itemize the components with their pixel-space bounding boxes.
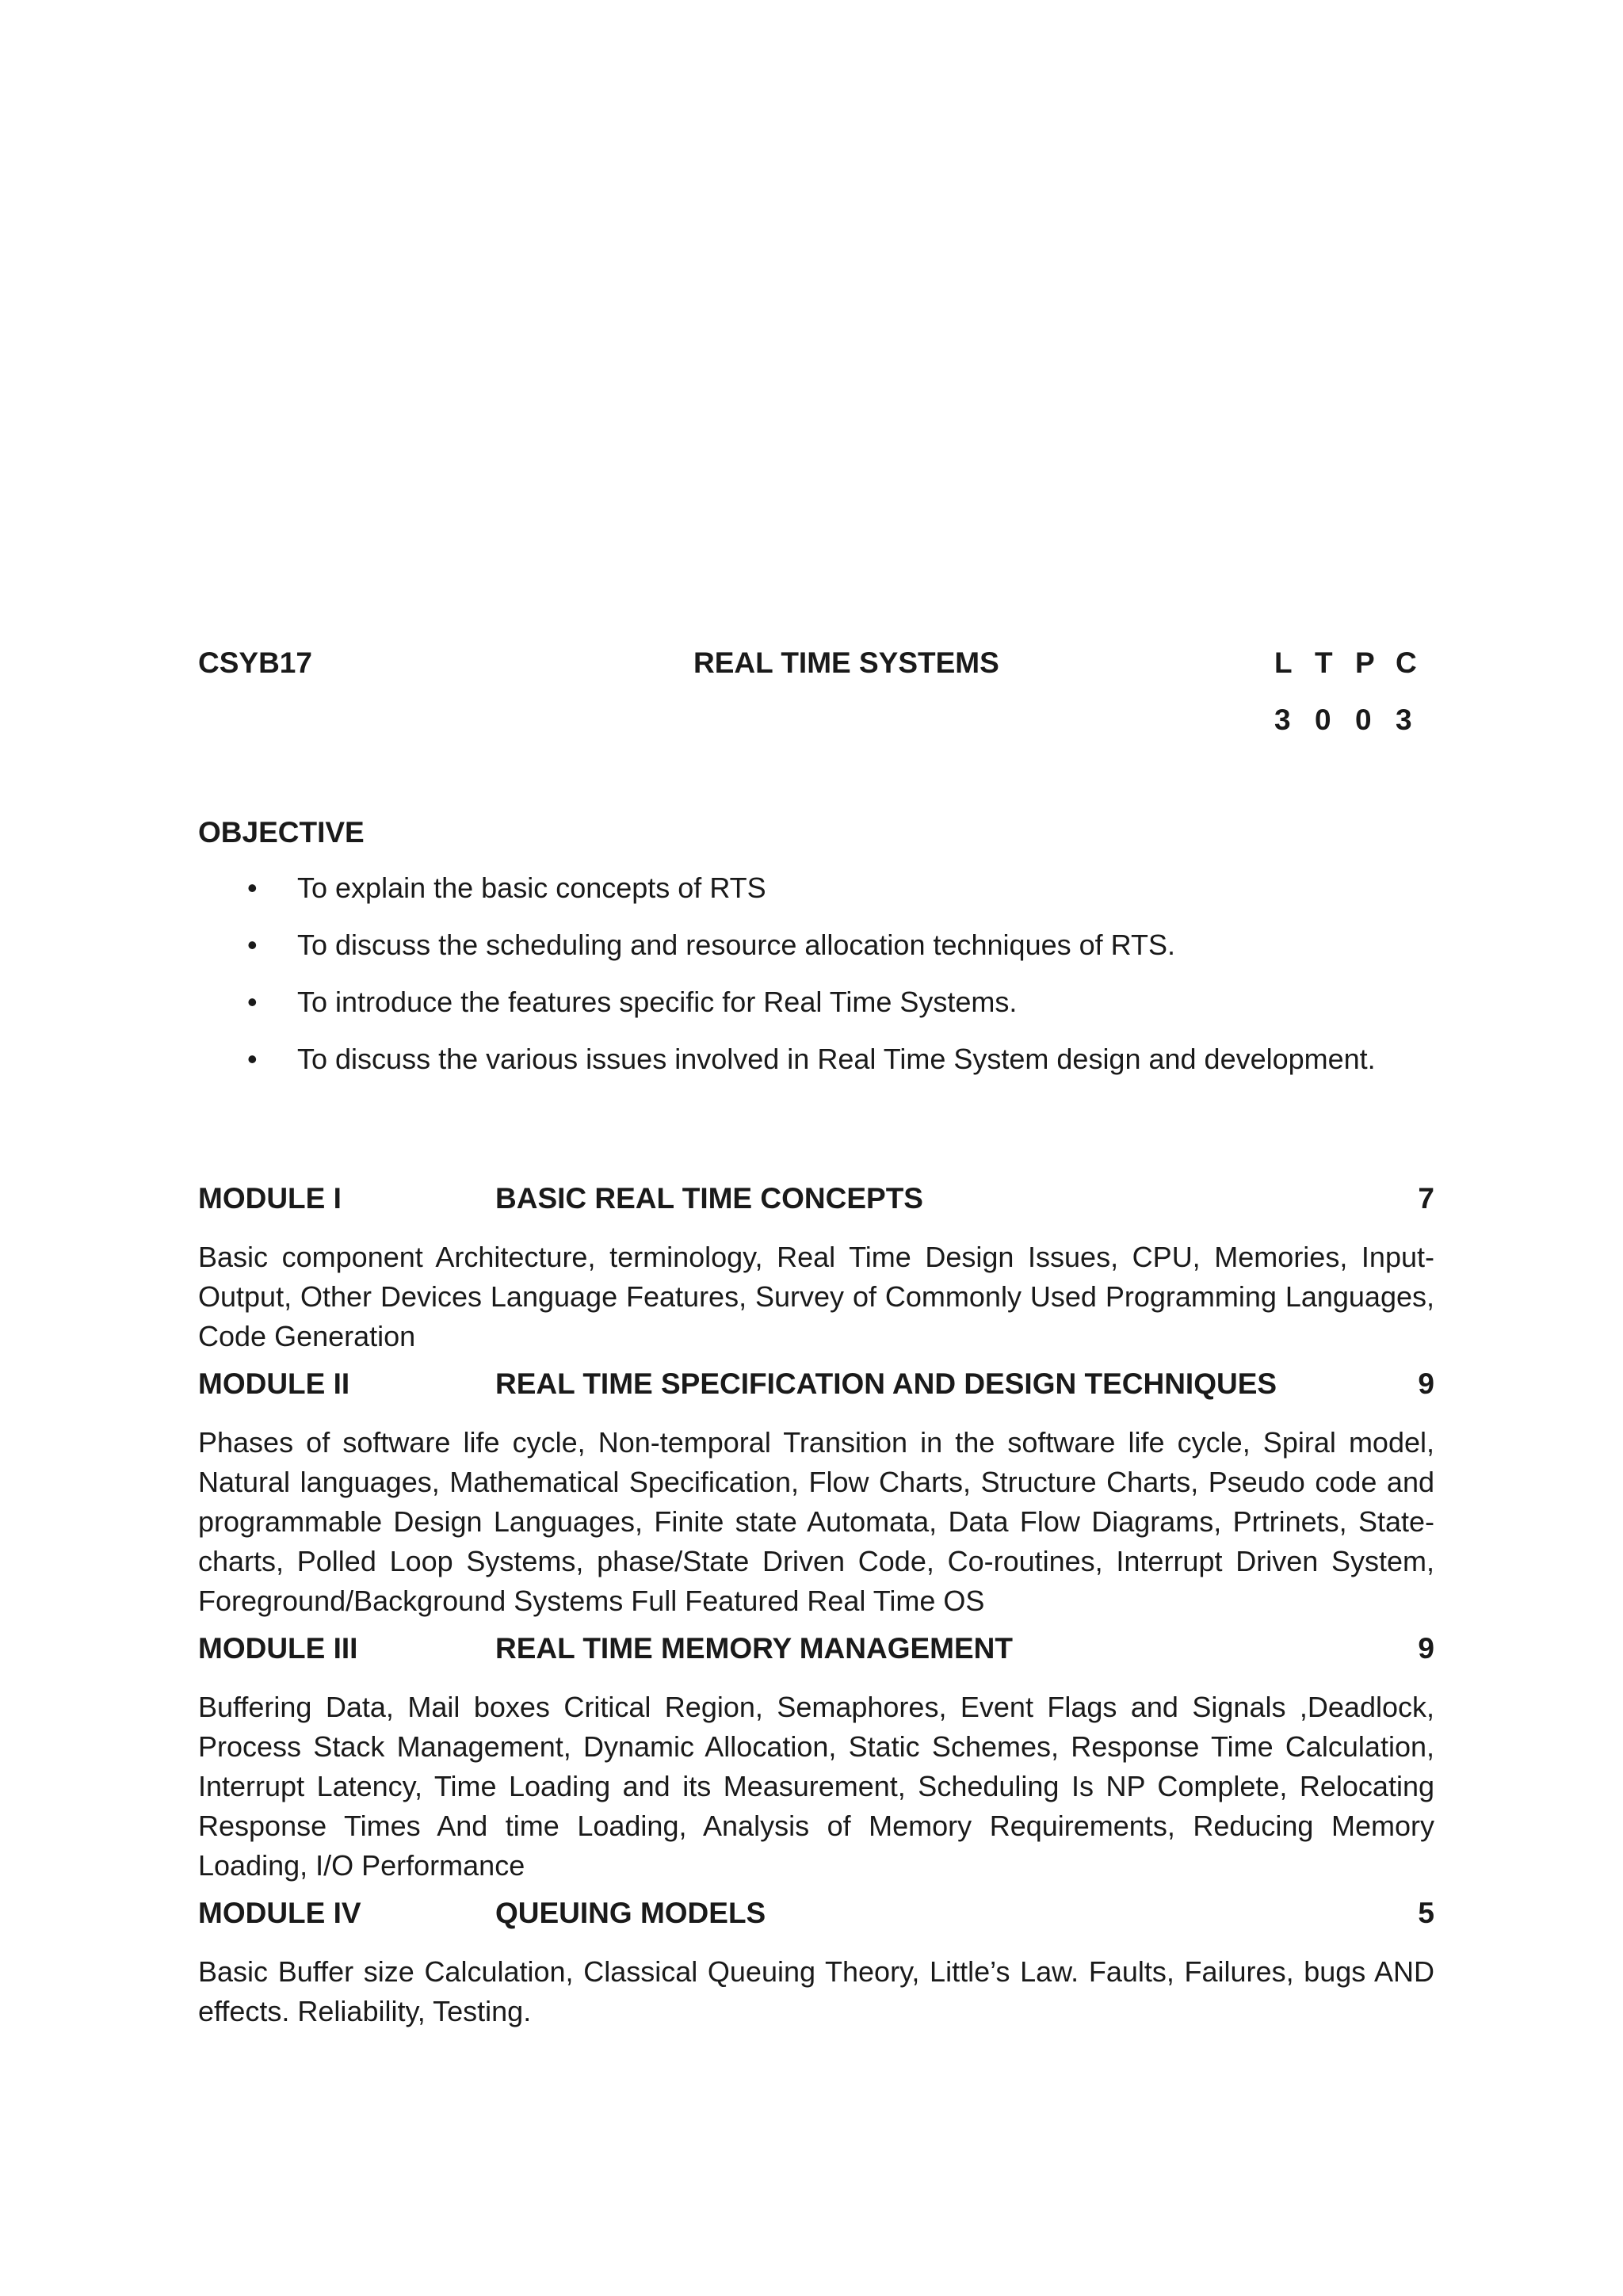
ltpc-values bbox=[1274, 704, 1436, 737]
objective-text: To explain the basic concepts of RTS bbox=[297, 871, 766, 904]
module-title: REAL TIME SPECIFICATION AND DESIGN TECHNIQUES bbox=[495, 1367, 1277, 1400]
module-content: Phases of software life cycle, Non-temporal Transition in the software life cycle, Spiral model, Natural languages, Mathematical Specification, Flow Charts, Structure Charts, Pseudo code and programmable Design Languages, Finite state Automata, Data Flow Diagrams, Prtrinets, State-charts, Polled Loop Systems, phase/State Driven Code, Co-routines, Interrupt Driven System, Foreground/Background Systems Full Featured Real Time OS bbox=[198, 1426, 1434, 1617]
objective-heading: OBJECTIVE bbox=[198, 816, 365, 849]
objective-text: To discuss the various issues involved in Real Time System design and development. bbox=[297, 1043, 1376, 1075]
ltpc-value-c: 3 bbox=[1396, 704, 1412, 736]
module-hours: 5 bbox=[1418, 1897, 1434, 1929]
objective-text: To discuss the scheduling and resource allocation techniques of RTS. bbox=[297, 929, 1175, 961]
syllabus-content bbox=[198, 634, 1434, 2027]
module-number: MODULE II bbox=[198, 1367, 350, 1400]
objective-item bbox=[198, 982, 1434, 1022]
objective-item bbox=[198, 868, 1434, 908]
modules-section bbox=[198, 1182, 1434, 2042]
ltpc-value-l: 3 bbox=[1274, 704, 1291, 736]
objective-list bbox=[198, 868, 1434, 1097]
module-number: MODULE I bbox=[198, 1182, 342, 1215]
course-header bbox=[198, 634, 1434, 697]
ltpc-label-p: P bbox=[1355, 646, 1375, 679]
course-code: CSYB17 bbox=[198, 646, 312, 679]
module-heading bbox=[198, 1182, 1434, 1226]
module-title: BASIC REAL TIME CONCEPTS bbox=[495, 1182, 923, 1215]
ltpc-label-t: T bbox=[1315, 646, 1333, 679]
module-heading bbox=[198, 1632, 1434, 1676]
module-number: MODULE IV bbox=[198, 1897, 361, 1929]
module-heading bbox=[198, 1897, 1434, 1941]
course-title: REAL TIME SYSTEMS bbox=[693, 646, 999, 679]
ltpc-value-p: 0 bbox=[1355, 704, 1372, 736]
module-content: Basic Buffer size Calculation, Classical Queuing Theory, Little’s Law. Faults, Failures, bugs AND effects. Reliability, Testing. bbox=[198, 1955, 1434, 2027]
ltpc-value-t: 0 bbox=[1315, 704, 1331, 736]
module-title: REAL TIME MEMORY MANAGEMENT bbox=[495, 1632, 1013, 1665]
bullet-icon: • bbox=[247, 1043, 258, 1075]
bullet-icon: • bbox=[247, 986, 258, 1018]
objective-item bbox=[198, 1039, 1434, 1079]
module-hours: 9 bbox=[1418, 1367, 1434, 1400]
ltpc-label-c: C bbox=[1396, 646, 1417, 679]
ltpc-label-l: L bbox=[1274, 646, 1293, 679]
module-title: QUEUING MODELS bbox=[495, 1897, 766, 1929]
bullet-icon: • bbox=[247, 929, 258, 961]
module-content: Basic component Architecture, terminology, Real Time Design Issues, CPU, Memories, Input- Output, Other Devices Language Features, Survey of Commonly Used Programming Languages, Code Generation bbox=[198, 1241, 1434, 1352]
module-hours: 9 bbox=[1418, 1632, 1434, 1665]
module-hours: 7 bbox=[1418, 1182, 1434, 1215]
module-heading bbox=[198, 1367, 1434, 1412]
objective-text: To introduce the features specific for Real Time Systems. bbox=[297, 986, 1018, 1018]
objective-item bbox=[198, 925, 1434, 965]
module-content: Buffering Data, Mail boxes Critical Region, Semaphores, Event Flags and Signals ,Deadlock, Process Stack Management, Dynamic Allocation, Static Schemes, Response Time Calculation, Interrupt Latency, Time Loading and its Measurement, Scheduling Is NP Complete, Relocating Response Times And time Loading, Analysis of Memory Requirements, Reducing Memory Loading, I/O Performance bbox=[198, 1691, 1434, 1882]
ltpc-labels bbox=[1274, 646, 1436, 680]
module-number: MODULE III bbox=[198, 1632, 358, 1665]
bullet-icon: • bbox=[247, 871, 258, 904]
